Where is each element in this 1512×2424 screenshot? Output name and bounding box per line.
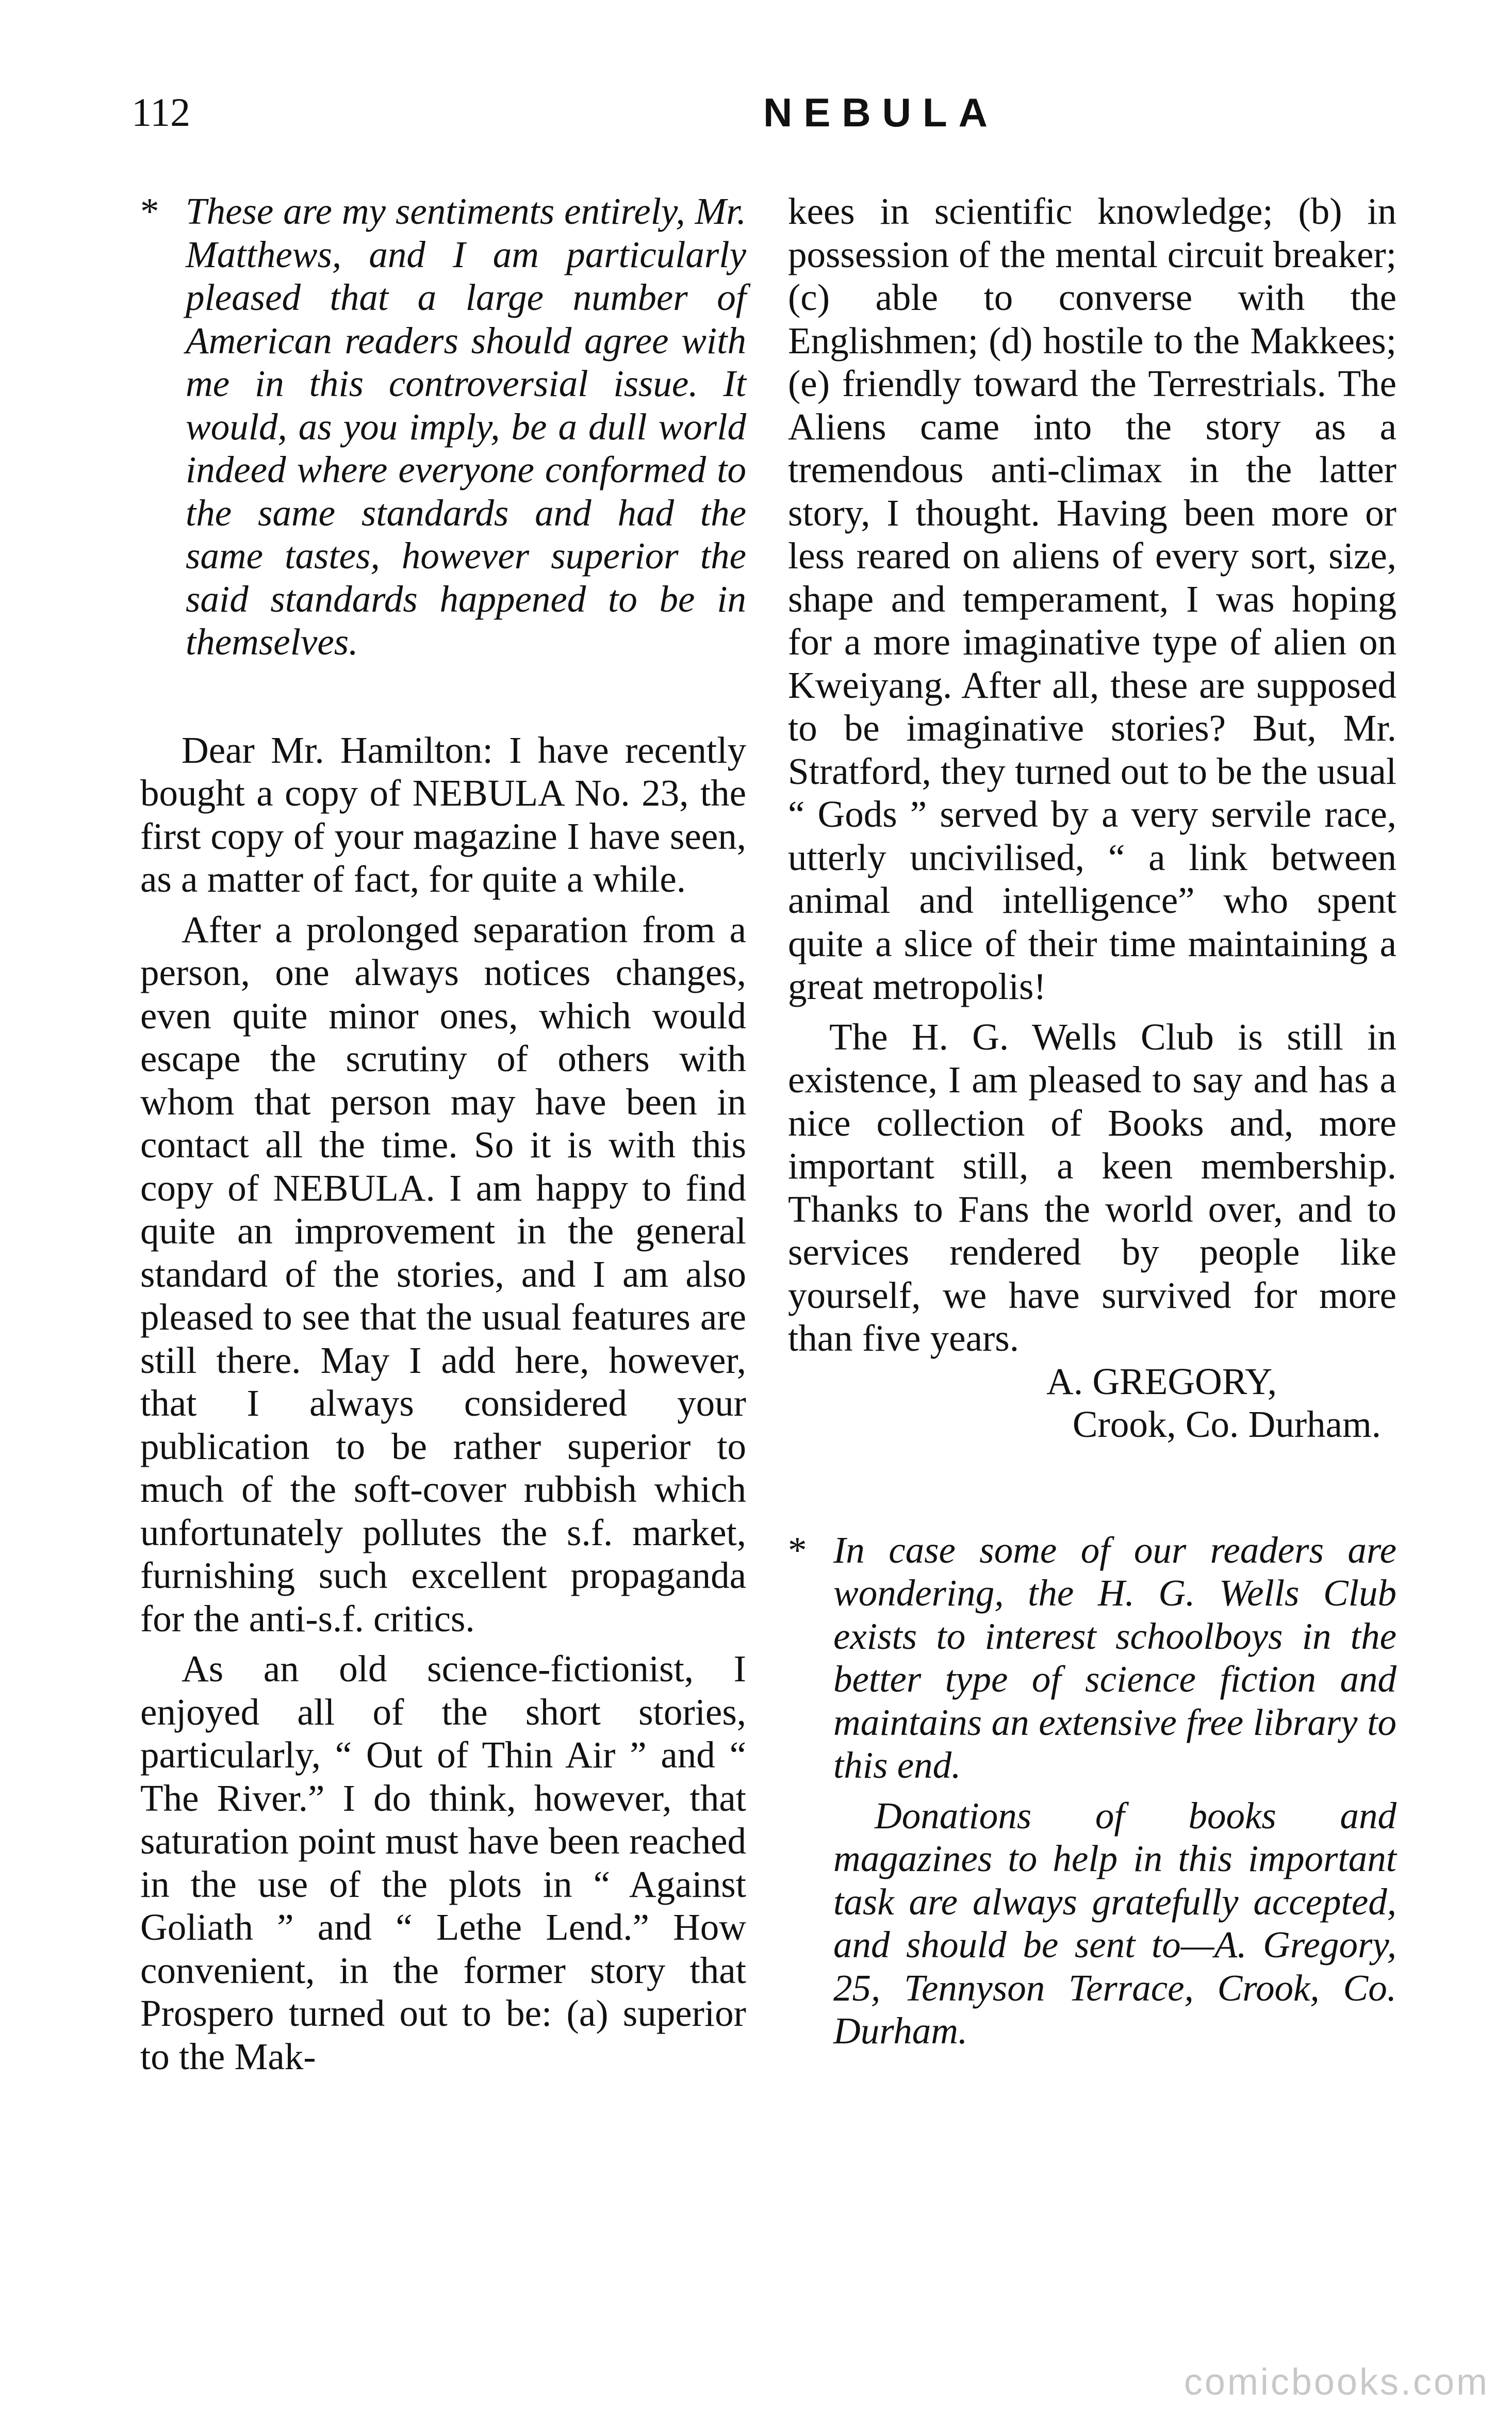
editor-note-text: In case some of our readers are wondering, the H. G. Wells Club exists to interest schoolboys in the better type of science fiction and maintains an extensive free library to this end. xyxy=(833,1529,1396,1786)
asterisk-marker: * xyxy=(788,1529,807,1571)
letter-body-left xyxy=(140,729,746,2078)
watermark: comicbooks.com xyxy=(1184,2362,1489,2403)
letter-paragraph: The H. G. Wells Club is still in existence, I am pleased to say and has a nice collection of Books and, more important still, a keen membership. Thanks to Fans the world over, and to services rendered by people like yourself, we have survived for more than five years. xyxy=(788,1016,1396,1359)
editor-note-1 xyxy=(140,190,746,664)
right-column xyxy=(788,190,1396,2053)
left-column xyxy=(140,190,746,2078)
editor-note-2 xyxy=(788,1529,1396,2053)
signature-place: Crook, Co. Durham. xyxy=(1072,1403,1381,1445)
letter-paragraph: As an old science-fictionist, I enjoyed all of the short stories, particularly, “ Out of Thin Air ” and “ The River.” I do think, however, that saturation point must have been reached in the use of the plots in “ Against Goliath ” and “ Lethe Lend.” How convenient, in the former story that Prospero turned out to be: (a) superior to the Mak- xyxy=(140,1648,746,2077)
letter-paragraph: Dear Mr. Hamilton: I have recently bought a copy of NEBULA No. 23, the first copy of your magazine I have seen, as a matter of fact, for quite a while. xyxy=(140,729,746,900)
signature-name: A. GREGORY, xyxy=(1046,1360,1277,1402)
magazine-title: NEBULA xyxy=(763,90,999,135)
page-number: 112 xyxy=(132,90,191,135)
page-header xyxy=(132,87,1512,149)
asterisk-marker: * xyxy=(140,190,159,232)
editor-note-text: Donations of books and magazines to help in this important task are always gratefully accepted, and should be sent to—A. Gregory, 25, Tennyson Terrace, Crook, Co. Durham. xyxy=(833,1794,1396,2052)
editor-note-text: These are my sentiments entirely, Mr. Matthews, and I am particularly pleased that a large number of American readers should agree with me in this controversial issue. It would, as you imply, be a dull world indeed where everyone conformed to the same standards and had the same tastes, however superior the said standards happened to be in themselves. xyxy=(186,190,746,663)
letter-body-right xyxy=(788,190,1396,1360)
letter-paragraph: After a prolonged separation from a person, one always notices changes, even quite minor ones, which would escape the scrutiny of others with whom that person may have been in contact all the time. So it is with this copy of NEBULA. I am happy to find quite an improvement in the general standard of the stories, and I am also pleased to see that the usual features are still there. May I add here, however, that I always considered your publication to be rather superior to much of the soft-cover rubbish which unfortunately pollutes the s.f. market, furnishing such excellent propaganda for the anti-s.f. critics. xyxy=(140,908,746,1640)
letter-paragraph: kees in scientific knowledge; (b) in possession of the mental circuit breaker; (c) able to converse with the Englishmen; (d) hostile to the Makkees; (e) friendly toward the Terrestrials. The Aliens came into the story as a tremendous anti-climax in the latter story, I thought. Having been more or less reared on aliens of every sort, size, shape and temperament, I was hoping for a more imaginative type of alien on Kweiyang. After all, these are supposed to be imaginative stories? But, Mr. Stratford, they turned out to be the usual “ Gods ” served by a very servile race, utterly uncivilised, “ a link between animal and intelligence” who spent quite a slice of their time maintaining a great metropolis! xyxy=(788,190,1396,1007)
